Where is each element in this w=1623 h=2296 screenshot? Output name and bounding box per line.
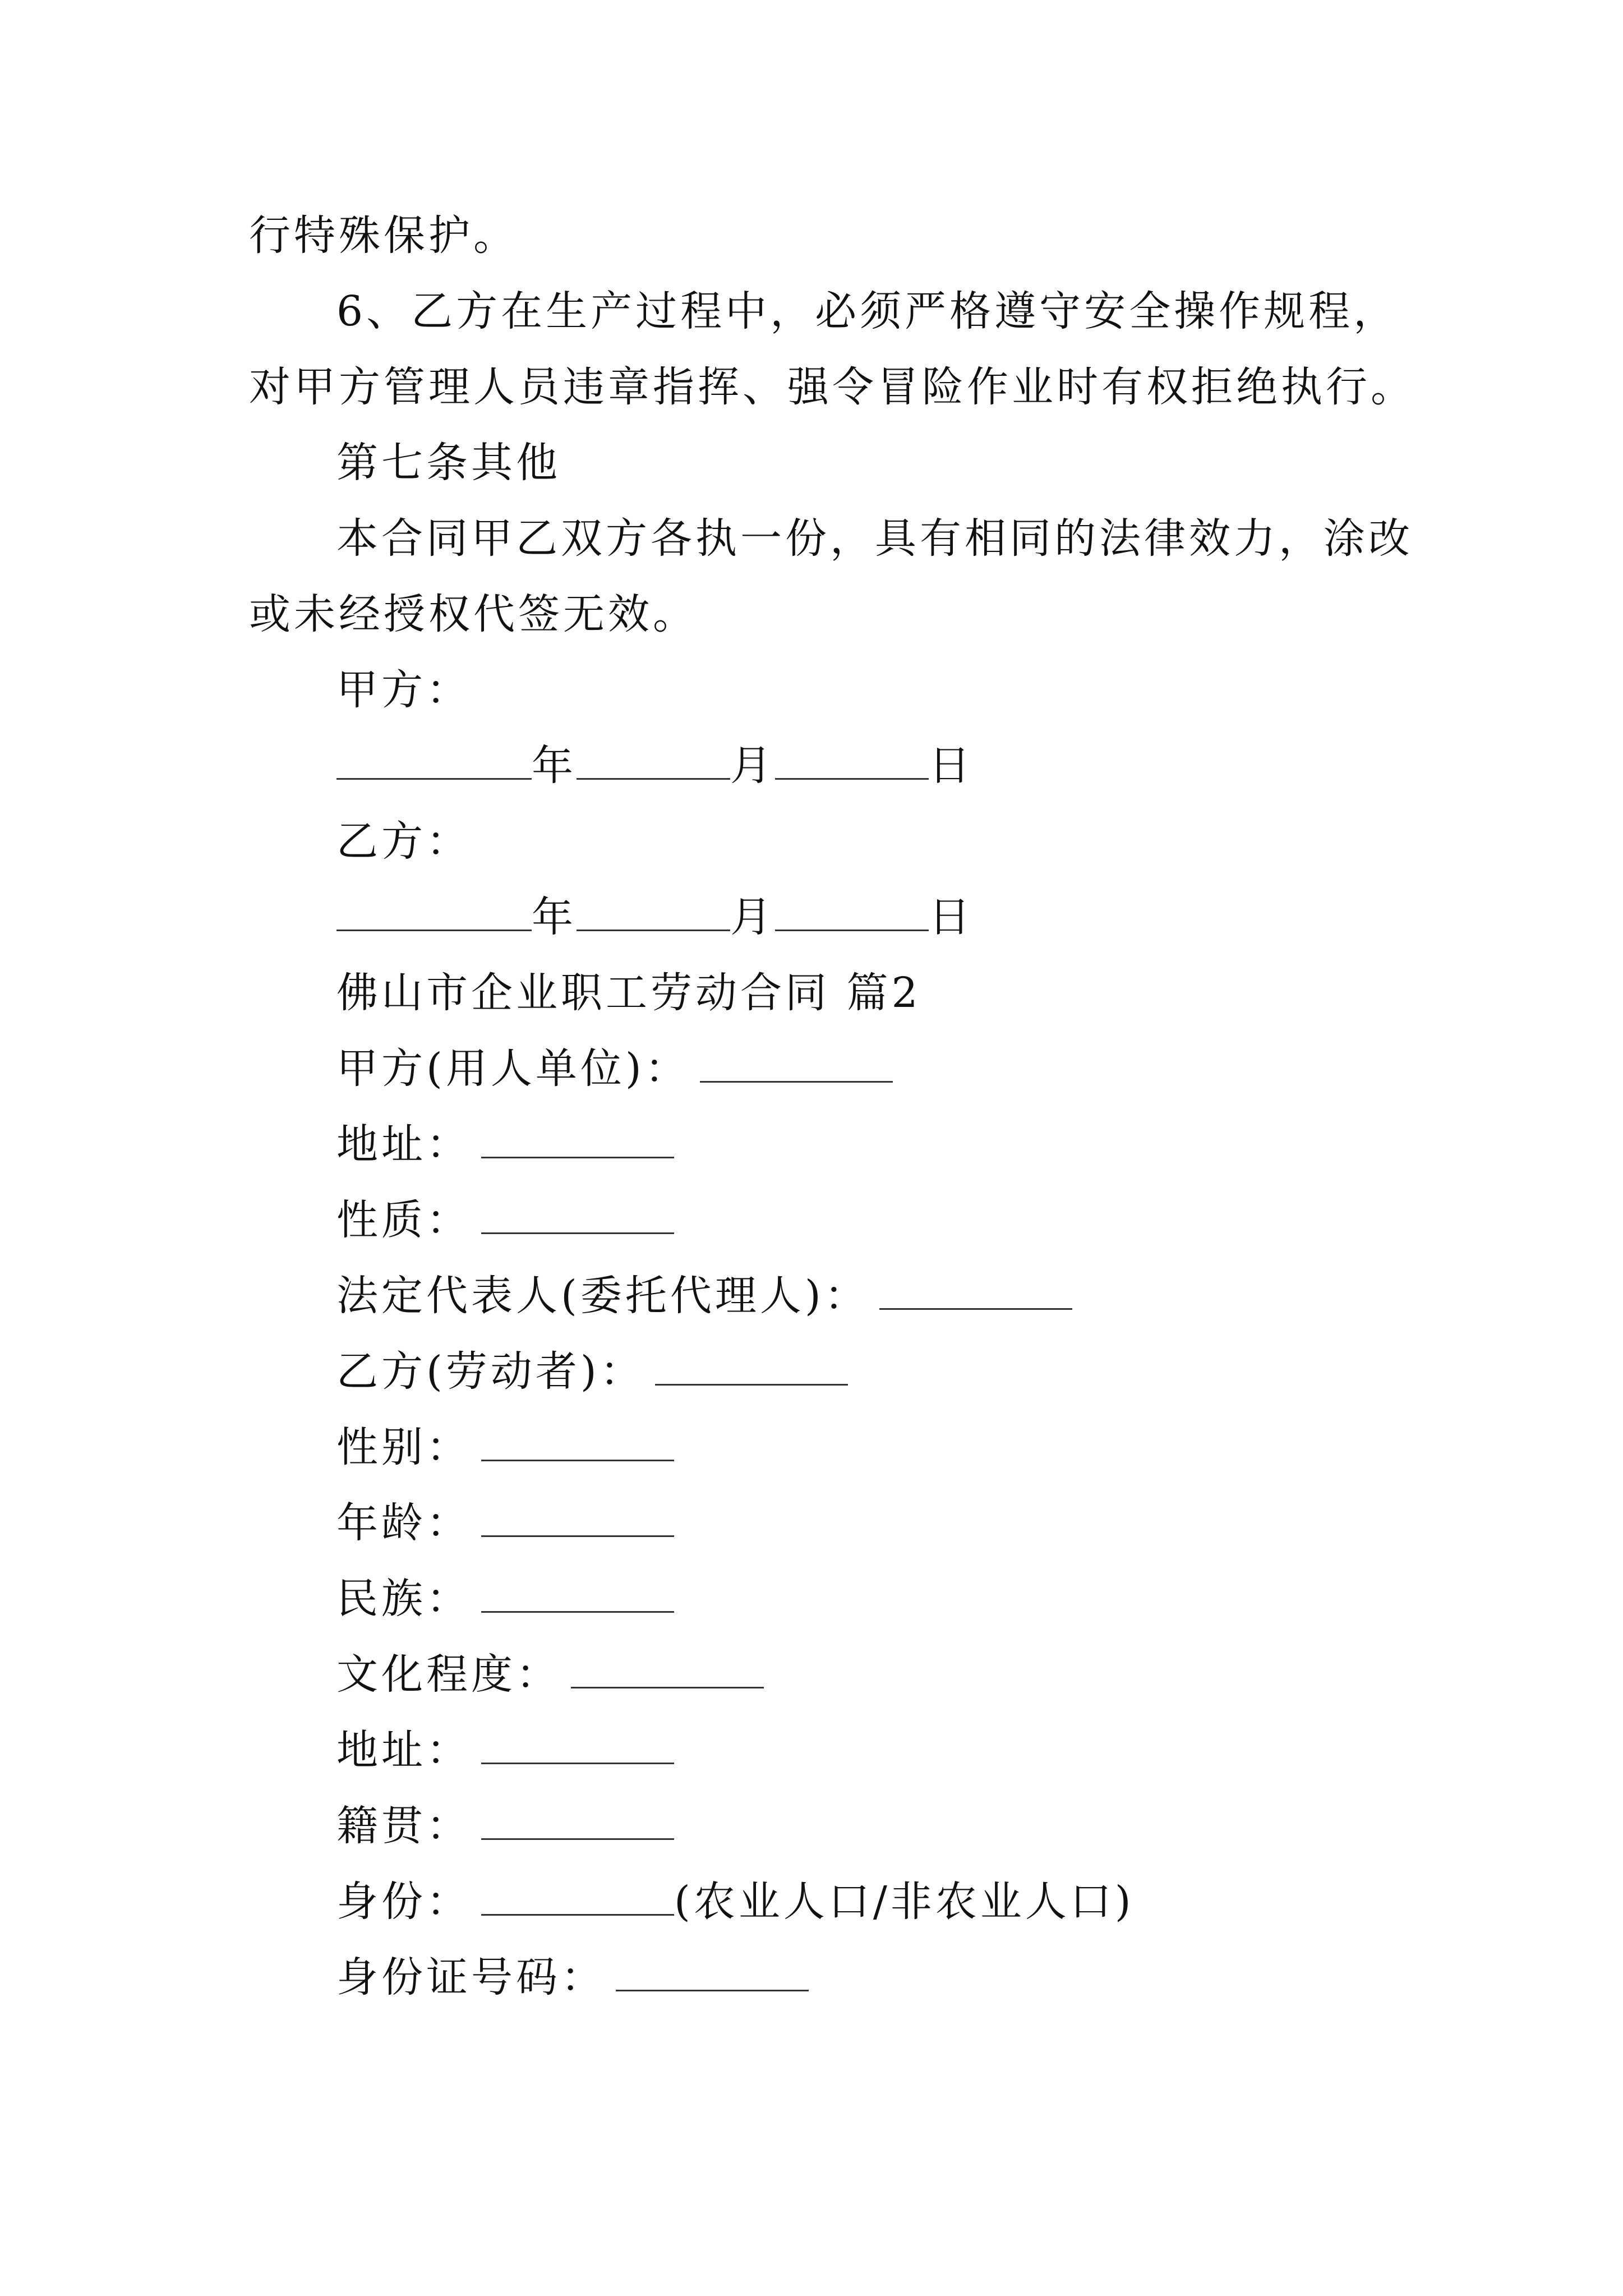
- field-label: 性质：: [336, 1196, 471, 1244]
- field-blank[interactable]: [879, 1269, 1072, 1310]
- field-blank[interactable]: [655, 1345, 848, 1386]
- paragraph-text: 本合同甲乙双方各执一份，具有相同的法律效力，涂改: [336, 514, 1413, 563]
- form-field: [336, 1041, 893, 1097]
- field-label: 年龄：: [336, 1499, 471, 1547]
- field-blank[interactable]: [481, 1799, 674, 1840]
- section-title: [336, 965, 921, 1021]
- year-blank[interactable]: [336, 890, 532, 931]
- year-label: 年: [532, 893, 577, 941]
- article-heading-text: 第七条其他: [336, 439, 561, 487]
- paragraph-text: 行特殊保护。: [249, 211, 518, 260]
- field-label: 地址：: [336, 1120, 471, 1168]
- field-label: 乙方(劳动者)：: [336, 1347, 645, 1396]
- field-blank[interactable]: [481, 1572, 674, 1613]
- month-label: 月: [730, 893, 775, 941]
- field-blank[interactable]: [481, 1496, 674, 1537]
- paragraph-line: [249, 359, 1415, 415]
- form-field: [336, 1268, 1072, 1324]
- paragraph-line: [336, 283, 1398, 339]
- party-b-date-line: [336, 889, 974, 945]
- day-label: 日: [929, 742, 974, 790]
- field-suffix: (农业人口/非农业人口): [674, 1878, 1135, 1926]
- field-blank[interactable]: [481, 1420, 674, 1461]
- form-field: [336, 1722, 674, 1778]
- section-title-text: 佛山市企业职工劳动合同 篇2: [336, 969, 921, 1017]
- form-field: [336, 1949, 809, 2005]
- year-label: 年: [532, 742, 577, 790]
- field-blank[interactable]: [481, 1723, 674, 1764]
- field-label: 性别：: [336, 1423, 471, 1471]
- year-blank[interactable]: [336, 739, 532, 780]
- field-blank[interactable]: [481, 1875, 674, 1916]
- day-label: 日: [929, 893, 974, 941]
- month-label: 月: [730, 742, 775, 790]
- field-label: 身份：: [336, 1878, 471, 1926]
- field-blank[interactable]: [571, 1648, 764, 1688]
- field-label: 法定代表人(委托代理人)：: [336, 1272, 869, 1320]
- field-blank[interactable]: [481, 1117, 674, 1158]
- form-field: [336, 1571, 674, 1627]
- paragraph-line: [249, 586, 698, 642]
- field-blank[interactable]: [616, 1950, 809, 1991]
- article-heading: [336, 435, 561, 491]
- field-label: 地址：: [336, 1726, 471, 1774]
- paragraph-line: [336, 510, 1413, 567]
- field-label: 身份证号码：: [336, 1953, 606, 2001]
- paragraph-text: 对甲方管理人员违章指挥、强令冒险作业时有权拒绝执行。: [249, 363, 1415, 411]
- form-field: [336, 1495, 674, 1551]
- field-label: 甲方(用人单位)：: [336, 1045, 690, 1093]
- form-field: [336, 1116, 674, 1172]
- form-field: [336, 1798, 674, 1854]
- field-label: 籍贯：: [336, 1802, 471, 1850]
- form-field: [336, 1646, 764, 1703]
- form-field: [336, 1192, 674, 1248]
- paragraph-line: [249, 208, 518, 264]
- form-field: [336, 1343, 848, 1400]
- form-field: [336, 1874, 1135, 1930]
- month-blank[interactable]: [577, 890, 730, 931]
- party-a-date-line: [336, 738, 974, 794]
- paragraph-text: 或未经授权代签无效。: [249, 590, 698, 638]
- field-label: 文化程度：: [336, 1650, 561, 1699]
- paragraph-text: 6、乙方在生产过程中，必须严格遵守安全操作规程，: [336, 287, 1399, 335]
- field-blank[interactable]: [700, 1042, 893, 1083]
- party-b-label-text: 乙方：: [336, 817, 471, 866]
- month-blank[interactable]: [577, 739, 730, 780]
- day-blank[interactable]: [775, 739, 929, 780]
- party-a-label: [336, 662, 471, 718]
- field-label: 民族：: [336, 1575, 471, 1623]
- party-a-label-text: 甲方：: [336, 666, 471, 714]
- day-blank[interactable]: [775, 890, 929, 931]
- form-field: [336, 1419, 674, 1475]
- party-b-label: [336, 813, 471, 869]
- field-blank[interactable]: [481, 1193, 674, 1234]
